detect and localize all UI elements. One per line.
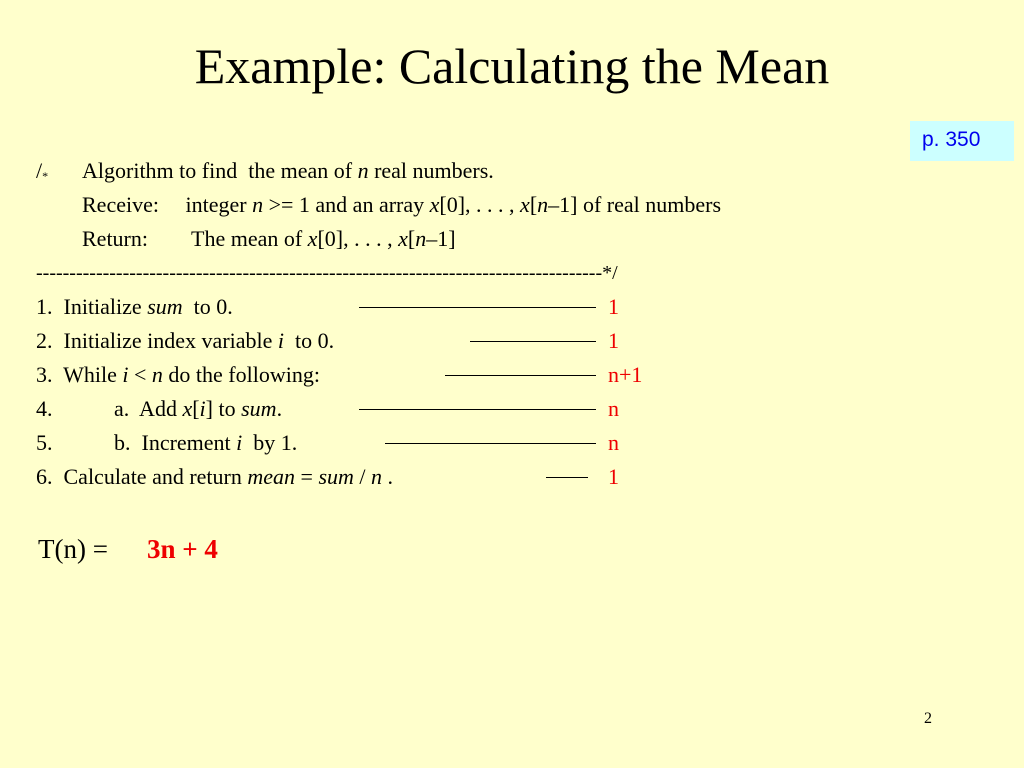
- step-text: do the following:: [162, 362, 320, 387]
- var-i: i: [199, 396, 206, 421]
- step-5-count: n: [608, 430, 619, 455]
- step-text: <: [128, 362, 152, 387]
- var-x: x: [182, 396, 193, 421]
- var-sum: sum: [147, 294, 183, 319]
- step-6: [36, 464, 393, 490]
- step-text: .: [382, 464, 394, 489]
- step-number: 5.: [36, 430, 53, 455]
- var-n: n: [537, 192, 549, 217]
- receive-e: –1] of real numbers: [548, 192, 722, 217]
- var-i: i: [277, 328, 285, 353]
- algorithm-description: [82, 158, 494, 184]
- comment-star: *: [42, 169, 49, 183]
- var-n: n: [415, 226, 427, 251]
- receive-b: >= 1 and an array: [263, 192, 430, 217]
- return-b: [0], . . . ,: [317, 226, 399, 251]
- var-sum: sum: [241, 396, 277, 421]
- return-c: [: [407, 226, 416, 251]
- step-5: [36, 430, 53, 456]
- step-5-leader-line: [385, 443, 596, 444]
- step-3-leader-line: [445, 375, 596, 376]
- var-n: n: [357, 158, 369, 183]
- var-x: x: [429, 192, 440, 217]
- step-6-leader-line: [546, 477, 588, 478]
- step-text: b. Increment: [114, 430, 237, 455]
- var-sum: sum: [318, 464, 354, 489]
- step-text: a. Add: [114, 396, 183, 421]
- var-n: n: [151, 362, 163, 387]
- step-4: [36, 396, 53, 422]
- step-text: to 0.: [182, 294, 233, 319]
- var-n: n: [252, 192, 264, 217]
- step-text: .: [276, 396, 283, 421]
- step-text: [: [192, 396, 200, 421]
- step-2-count: 1: [608, 328, 619, 353]
- return-text: [191, 226, 456, 252]
- step-6-count: 1: [608, 464, 619, 489]
- var-n: n: [371, 464, 383, 489]
- receive-d: [: [529, 192, 538, 217]
- step-number: 2.: [36, 328, 53, 353]
- step-4-text: [114, 396, 282, 422]
- step-2: [36, 328, 334, 354]
- var-x: x: [398, 226, 408, 251]
- step-text: by 1.: [242, 430, 298, 455]
- step-3-count: n+1: [608, 362, 643, 387]
- step-text: =: [295, 464, 319, 489]
- step-text: /: [353, 464, 372, 489]
- comment-open: [36, 158, 48, 189]
- step-2-leader-line: [470, 341, 596, 342]
- page-reference-box: [910, 121, 1014, 161]
- var-x: x: [307, 226, 318, 251]
- total-value: 3n + 4: [147, 534, 218, 564]
- slide-number: 2: [924, 710, 932, 727]
- step-text: Calculate and return: [63, 464, 248, 489]
- comment-divider: -------------------------------------------------------------------------------------*/: [36, 262, 618, 284]
- step-4-count: n: [608, 396, 619, 421]
- var-i: i: [122, 362, 129, 387]
- step-text: Initialize index variable: [63, 328, 278, 353]
- step-1-leader-line: [359, 307, 596, 308]
- step-4-leader-line: [359, 409, 596, 410]
- receive-text: [180, 192, 721, 218]
- algorithm-description-text: Algorithm to find the mean of: [82, 158, 358, 183]
- return-a: The mean of: [191, 226, 308, 251]
- step-5-text: [114, 430, 297, 456]
- step-number: 4.: [36, 396, 53, 421]
- slide-title: Example: Calculating the Mean: [194, 38, 830, 94]
- step-number: 1.: [36, 294, 53, 319]
- receive-label: Receive:: [82, 192, 159, 217]
- receive-c: [0], . . . ,: [439, 192, 521, 217]
- step-text: While: [63, 362, 123, 387]
- algorithm-description-tail: real numbers.: [368, 158, 494, 183]
- step-1-count: 1: [608, 294, 619, 319]
- step-3: [36, 362, 320, 388]
- step-text: ] to: [205, 396, 242, 421]
- var-i: i: [236, 430, 243, 455]
- comment-slash: /: [36, 158, 43, 183]
- step-number: 6.: [36, 464, 53, 489]
- return-d: –1]: [426, 226, 456, 251]
- total-label: T(n) =: [38, 534, 108, 564]
- var-mean: mean: [247, 464, 296, 489]
- page-reference-text: p. 350: [922, 128, 981, 151]
- var-x: x: [520, 192, 530, 217]
- return-label: Return:: [82, 226, 148, 251]
- step-text: to 0.: [284, 328, 335, 353]
- step-1: [36, 294, 233, 320]
- step-number: 3.: [36, 362, 53, 387]
- receive-a: integer: [180, 192, 253, 217]
- step-text: Initialize: [63, 294, 148, 319]
